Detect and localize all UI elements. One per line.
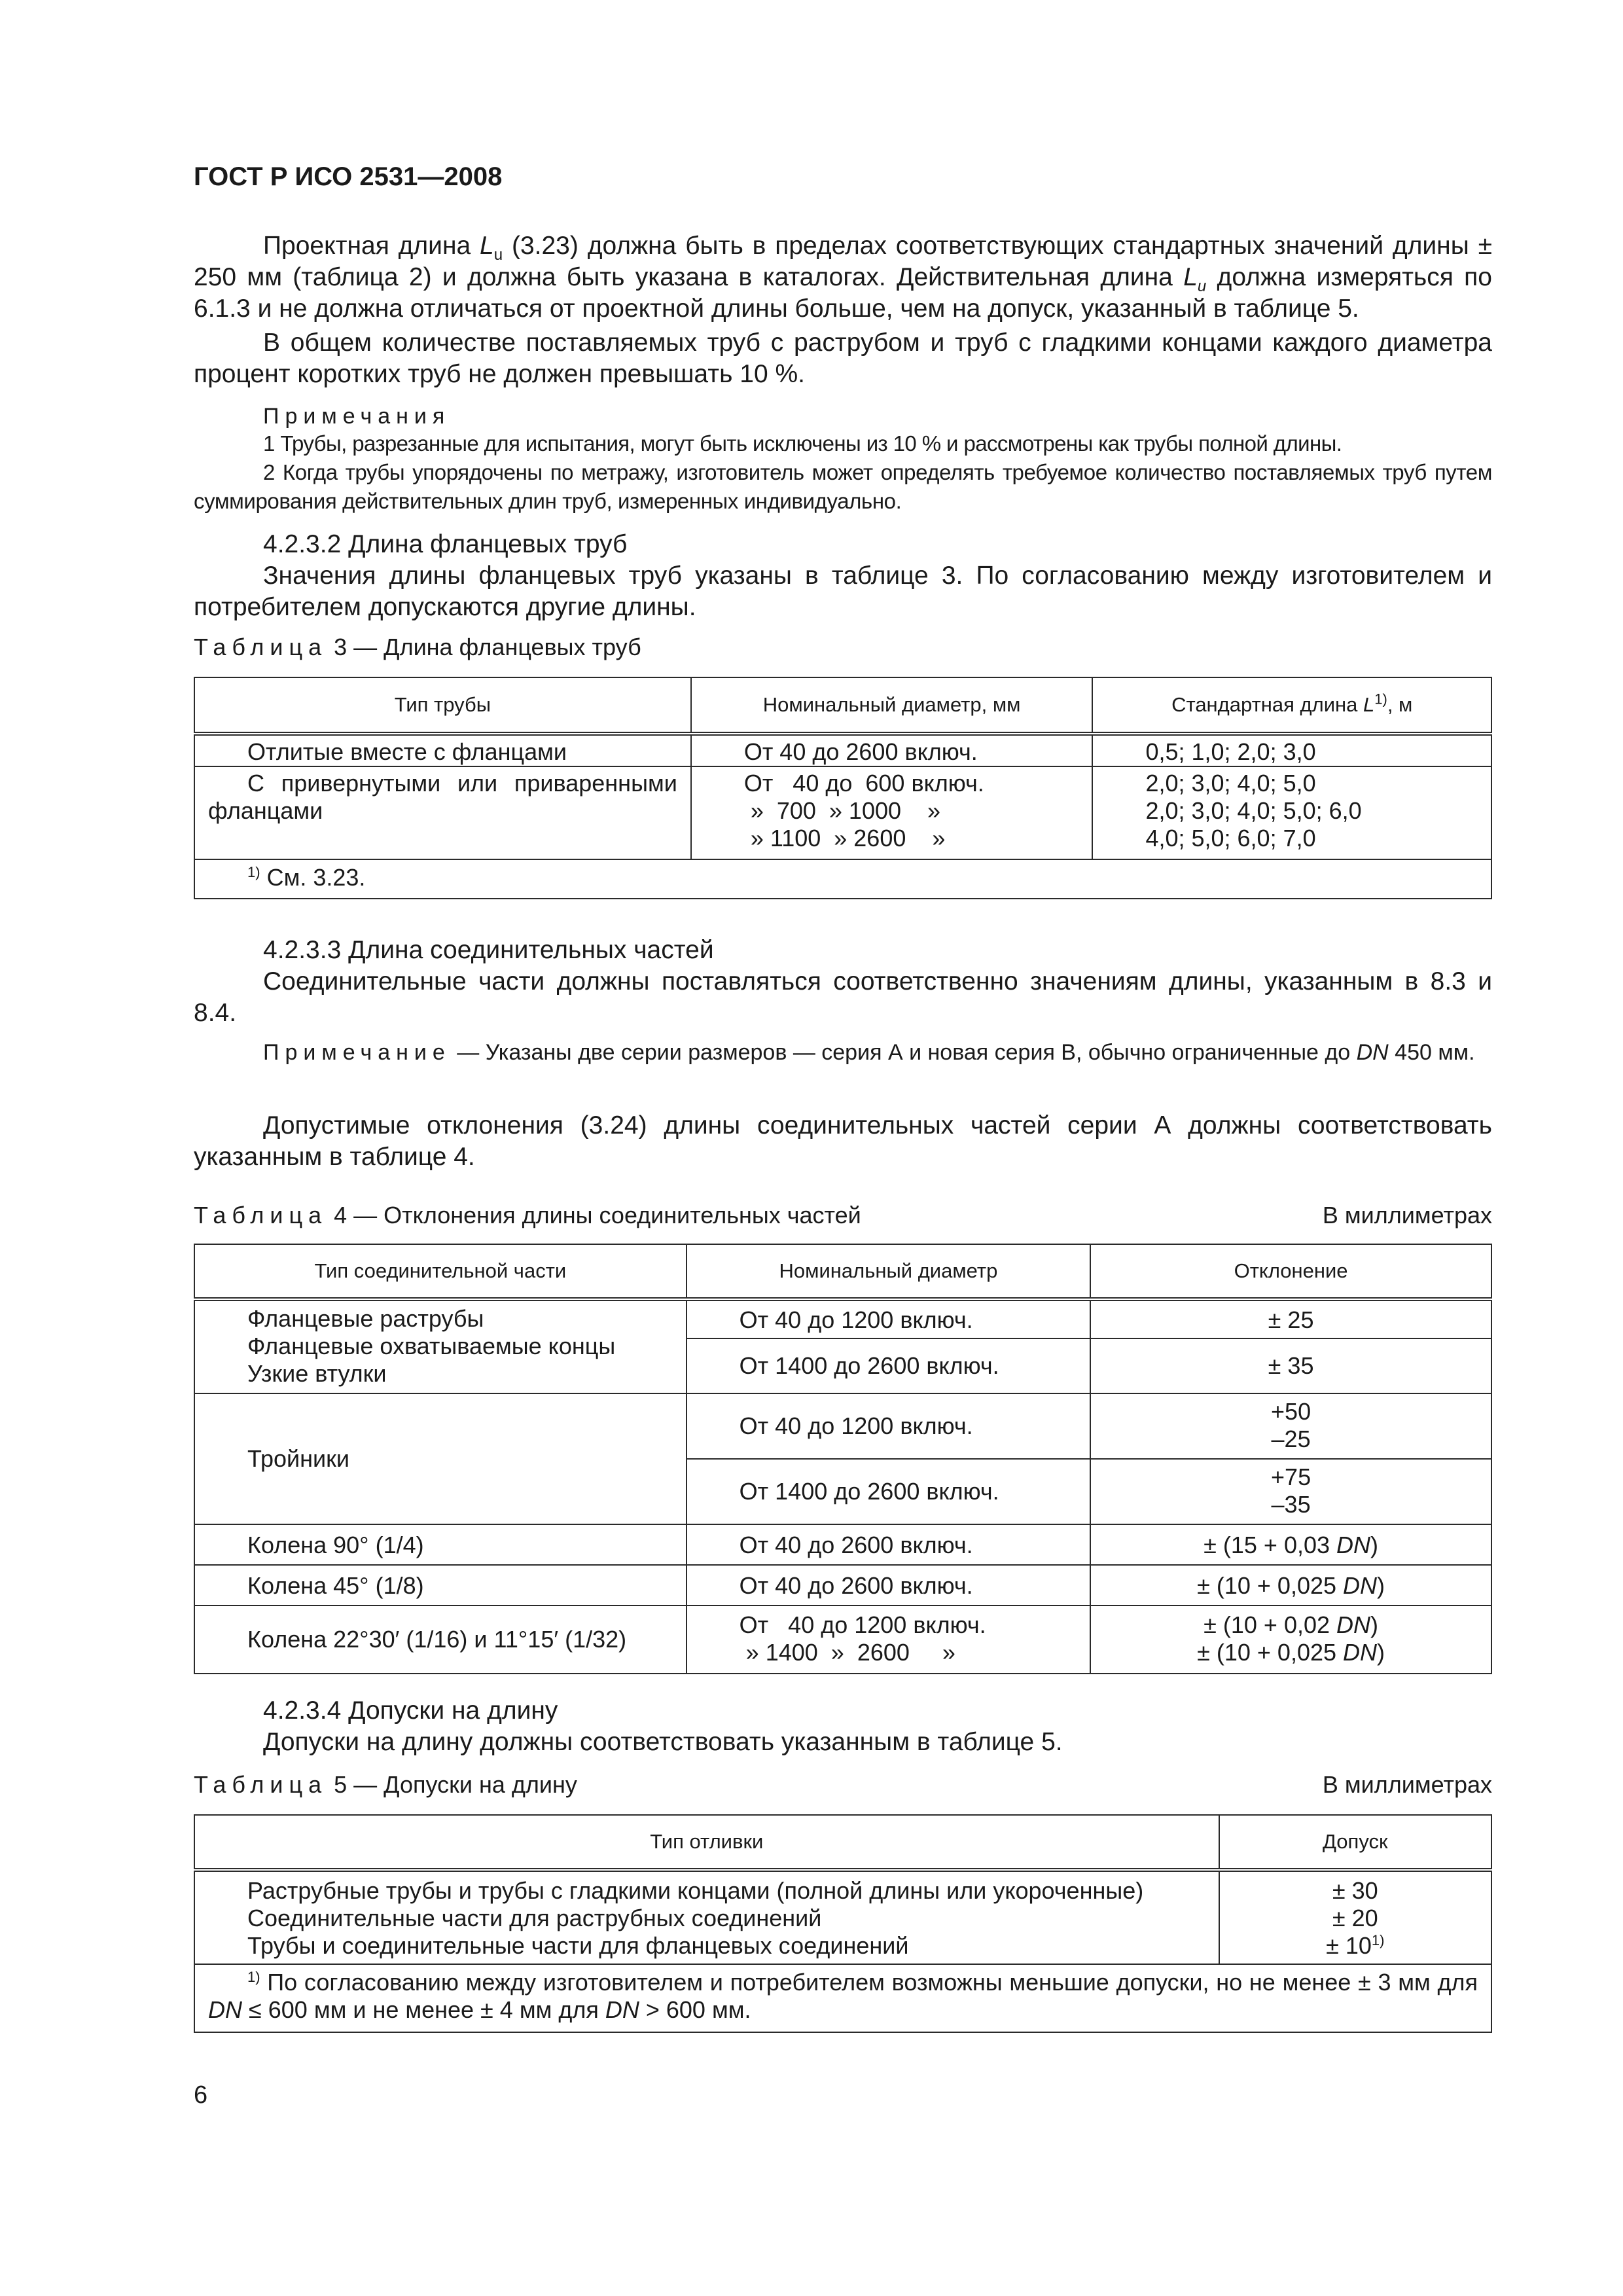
table-row: Раструбные трубы и трубы с гладкими концами (полной длины или укороченные) Соединительные части для раструбных соединений Трубы и соединительные части для фланцевых соединений ± 30 ± 20 ± $10^{1)}$ xyxy=(194,1870,1491,1964)
table-3 xyxy=(194,677,1492,899)
document-header: ГОСТ Р ИСО 2531—2008 xyxy=(194,162,503,191)
section-4234-text: Допуски на длину должны соответствовать указанным в таблице 5. xyxy=(263,1728,1063,1756)
table-row: С привернутыми или приваренными фланцами От 40 до 600 включ. » 700 » 1000 » » 1100 » 2600 » 2,0; 3,0; 4,0; 5,0 2,0; 3,0; 4,0; 5,0; 6,0 4,0; 5,0; 6,0; 7,0 xyxy=(194,766,1491,859)
table-5 xyxy=(194,1814,1492,2033)
table5-footnote-row: $^{1)}$ По согласованию между изготовителем и потребителем возможны меньшие допуски, но не менее ± 3 мм для DN ≤ 600 мм и не менее ± 4 мм для DN > 600 мм. xyxy=(194,1964,1491,2032)
note-1: 1 Трубы, разрезанные для испытания, могут быть исключены из 10 % и рассмотрены как трубы полной длины. xyxy=(263,431,1342,456)
section-4233-text: Соединительные части должны поставляться соответственно значениям длины, указанным в 8.3 и 8.4. xyxy=(194,967,1492,1027)
intro-paragraph-2: В общем количестве поставляемых труб с раструбом и труб с гладкими концами каждого диаметра процент коротких труб не должен превышать 10 %. xyxy=(194,329,1492,388)
table5-units: В миллиметрах xyxy=(1322,1771,1492,1798)
table5-caption: Таблица 5 — Допуски на длину xyxy=(194,1771,577,1798)
table3-header-length: Стандартная длина $L^{1)}$, м xyxy=(1092,677,1491,734)
table-row: Отлитые вместе с фланцами От 40 до 2600 включ. 0,5; 1,0; 2,0; 3,0 xyxy=(194,734,1491,766)
table-row: От 1400 до 2600 включ. +75 –35 xyxy=(194,1459,1491,1524)
intro-paragraph-1: Проектная длина $L_u$ (3.23) должна быть в пределах соответствующих стандартных значений длины ± 250 мм (таблица 2) и должна быть указана в каталогах. Действительная длина $L_u$ должна измеряться по 6.1.3 и не должна отличаться от проектной длины больше, чем на допуск, указанный в таблице 5. xyxy=(194,232,1492,323)
table3-header-diameter: Номинальный диаметр, мм xyxy=(691,677,1093,734)
table3-footnote-row: $^{1)}$ См. 3.23. xyxy=(194,859,1491,899)
section-4233-note: Примечание — Указаны две серии размеров — серия А и новая серия В, обычно ограниченные до DN 450 мм. xyxy=(263,1040,1475,1065)
table5-header-tolerance: Допуск xyxy=(1219,1815,1491,1870)
section-4233-text-2: Допустимые отклонения (3.24) длины соединительных частей серии А должны соответствовать указанным в таблице 4. xyxy=(194,1111,1492,1171)
page-number: 6 xyxy=(194,2081,208,2109)
section-4233-heading: 4.2.3.3 Длина соединительных частей xyxy=(263,936,714,964)
table-row: Колена 45° (1/8) От 40 до 2600 включ. ± (10 + 0,025 DN) xyxy=(194,1565,1491,1605)
section-4234-heading: 4.2.3.4 Допуски на длину xyxy=(263,1696,558,1725)
table-row: Фланцевые раструбы Фланцевые охватываемые концы Узкие втулки От 40 до 1200 включ. ± 25 xyxy=(194,1299,1491,1338)
table4-header-deviation: Отклонение xyxy=(1090,1244,1491,1299)
table-row: Колена 22°30′ (1/16) и 11°15′ (1/32) От 40 до 1200 включ. » 1400 » 2600 » ± (10 + 0,02 DN) ± (10 + 0,025 DN) xyxy=(194,1605,1491,1674)
table4-units: В миллиметрах xyxy=(1322,1202,1492,1229)
section-4232-heading: 4.2.3.2 Длина фланцевых труб xyxy=(263,530,628,558)
table4-header-type: Тип соединительной части xyxy=(194,1244,687,1299)
note-2: 2 Когда трубы упорядочены по метражу, изготовитель может определять требуемое количество поставляемых труб путем суммирования действительных длин труб, измеренных индивидуально. xyxy=(194,460,1492,513)
table-row: Колена 90° (1/4) От 40 до 2600 включ. ± (15 + 0,03 DN) xyxy=(194,1524,1491,1565)
table-4 xyxy=(194,1244,1492,1674)
table4-header-diameter: Номинальный диаметр xyxy=(687,1244,1090,1299)
table-row: Тройники От 40 до 1200 включ. +50 –25 xyxy=(194,1393,1491,1459)
notes-title: Примечания xyxy=(263,404,451,429)
table3-header-type: Тип трубы xyxy=(194,677,691,734)
table5-header-type: Тип отливки xyxy=(194,1815,1219,1870)
table3-caption: Таблица 3 — Длина фланцевых труб xyxy=(194,634,641,660)
table-row: От 1400 до 2600 включ. ± 35 xyxy=(194,1338,1491,1393)
table4-caption: Таблица 4 — Отклонения длины соединительных частей xyxy=(194,1202,861,1229)
section-4232-text: Значения длины фланцевых труб указаны в таблице 3. По согласованию между изготовителем и потребителем допускаются другие длины. xyxy=(194,562,1492,621)
